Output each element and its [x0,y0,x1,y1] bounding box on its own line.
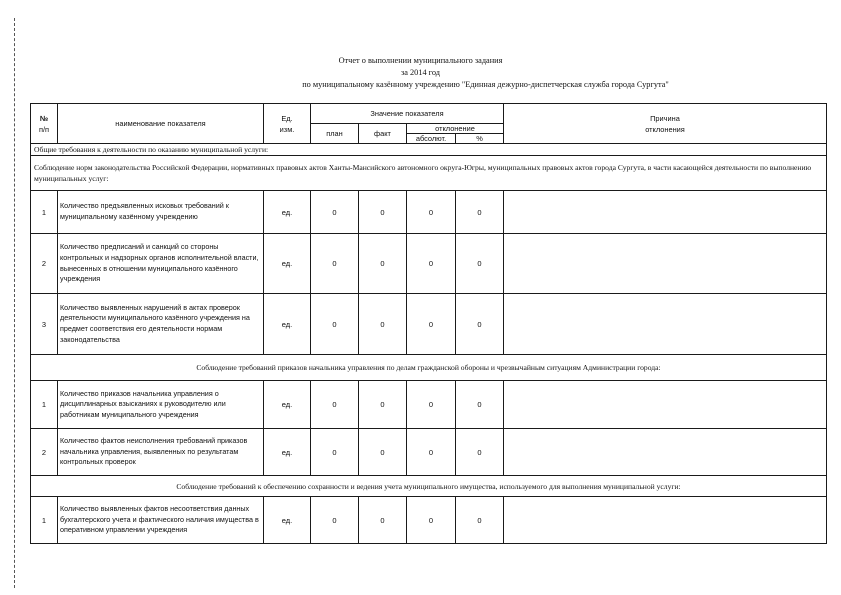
percent-deviation-cell: 0 [456,234,504,294]
document-title [0,55,841,91]
unit-cell: ед. [264,234,311,294]
reason-cell [504,497,827,544]
indicator-name: Количество предъявленных исковых требований к муниципальному казённому учреждению [58,191,264,234]
table-row [31,429,827,476]
indicator-name: Количество приказов начальника управления о дисциплинарных взысканиях к руководителю или работникам муниципального учреждения [58,381,264,429]
title-line-1: Отчет о выполнении муниципального задания [338,56,503,65]
reason-cell [504,429,827,476]
absolute-deviation-cell: 0 [407,234,456,294]
percent-deviation-cell: 0 [456,497,504,544]
section-heading: Соблюдение требований приказов начальника управления по делам гражданской обороны и чрезвычайным ситуациям Администрации города: [31,355,827,381]
fact-cell: 0 [359,497,407,544]
row-number: 1 [31,191,58,234]
binding-margin-line [14,18,15,588]
header-number: № п/п [31,104,58,144]
unit-cell: ед. [264,497,311,544]
table-row [31,381,827,429]
reason-cell [504,234,827,294]
reason-cell [504,294,827,355]
fact-cell: 0 [359,191,407,234]
absolute-deviation-cell: 0 [407,381,456,429]
fact-cell: 0 [359,294,407,355]
reason-cell [504,191,827,234]
header-name: наименование показателя [58,104,264,144]
report-table [30,103,827,544]
plan-cell: 0 [311,191,359,234]
header-plan: план [311,124,359,144]
plan-cell: 0 [311,381,359,429]
plan-cell: 0 [311,294,359,355]
row-number: 3 [31,294,58,355]
indicator-name: Количество предписаний и санкций со стороны контрольных и надзорных органов исполнительной власти, вынесенных в отношении муниципального казённого учреждения [58,234,264,294]
general-requirements-heading: Общие требования к деятельности по оказанию муниципальной услуги: [31,144,827,156]
plan-cell: 0 [311,497,359,544]
table-row [31,294,827,355]
header-value-group: Значение показателя [311,104,504,124]
row-number: 2 [31,429,58,476]
header-deviation: отклонение [407,124,504,134]
header-fact: факт [359,124,407,144]
fact-cell: 0 [359,429,407,476]
percent-deviation-cell: 0 [456,294,504,355]
header-percent: % [456,134,504,144]
unit-cell: ед. [264,294,311,355]
title-line-3: по муниципальному казённому учреждению "Единная дежурно-диспетчерская служба города Сургута" [302,80,669,89]
percent-deviation-cell: 0 [456,429,504,476]
percent-deviation-cell: 0 [456,191,504,234]
table-row [31,191,827,234]
unit-cell: ед. [264,191,311,234]
row-number: 1 [31,497,58,544]
percent-deviation-cell: 0 [456,381,504,429]
absolute-deviation-cell: 0 [407,294,456,355]
fact-cell: 0 [359,381,407,429]
row-number: 1 [31,381,58,429]
absolute-deviation-cell: 0 [407,429,456,476]
title-line-2: за 2014 год [400,68,441,77]
header-reason: Причина отклонения [504,104,827,144]
indicator-name: Количество фактов неисполнения требований приказов начальника управления, выявленных по результатам контрольных проверок [58,429,264,476]
absolute-deviation-cell: 0 [407,191,456,234]
indicator-name: Количество выявленных нарушений в актах проверок деятельности муниципального казённого учреждения на предмет соответствия его деятельности нормам законодательства [58,294,264,355]
header-absolute: абсолют. [407,134,456,144]
unit-cell: ед. [264,429,311,476]
absolute-deviation-cell: 0 [407,497,456,544]
section-heading: Соблюдение норм законодательства Российской Федерации, нормативных правовых актов Ханты-Мансийского автономного округа-Югры, муниципальных правовых актов города Сургута, в части касающейся деятельности по выполнению муниципальных услуг: [31,156,827,191]
plan-cell: 0 [311,429,359,476]
plan-cell: 0 [311,234,359,294]
fact-cell: 0 [359,234,407,294]
table-row [31,234,827,294]
reason-cell [504,381,827,429]
header-unit: Ед. изм. [264,104,311,144]
unit-cell: ед. [264,381,311,429]
indicator-name: Количество выявленных фактов несоответствия данных бухгалтерского учета и фактического наличия имущества в оперативном управлении учреждения [58,497,264,544]
table-row [31,497,827,544]
section-heading: Соблюдение требований к обеспечению сохранности и ведения учета муниципального имущества, используемого для выполнения муниципальной услуги: [31,476,827,497]
row-number: 2 [31,234,58,294]
